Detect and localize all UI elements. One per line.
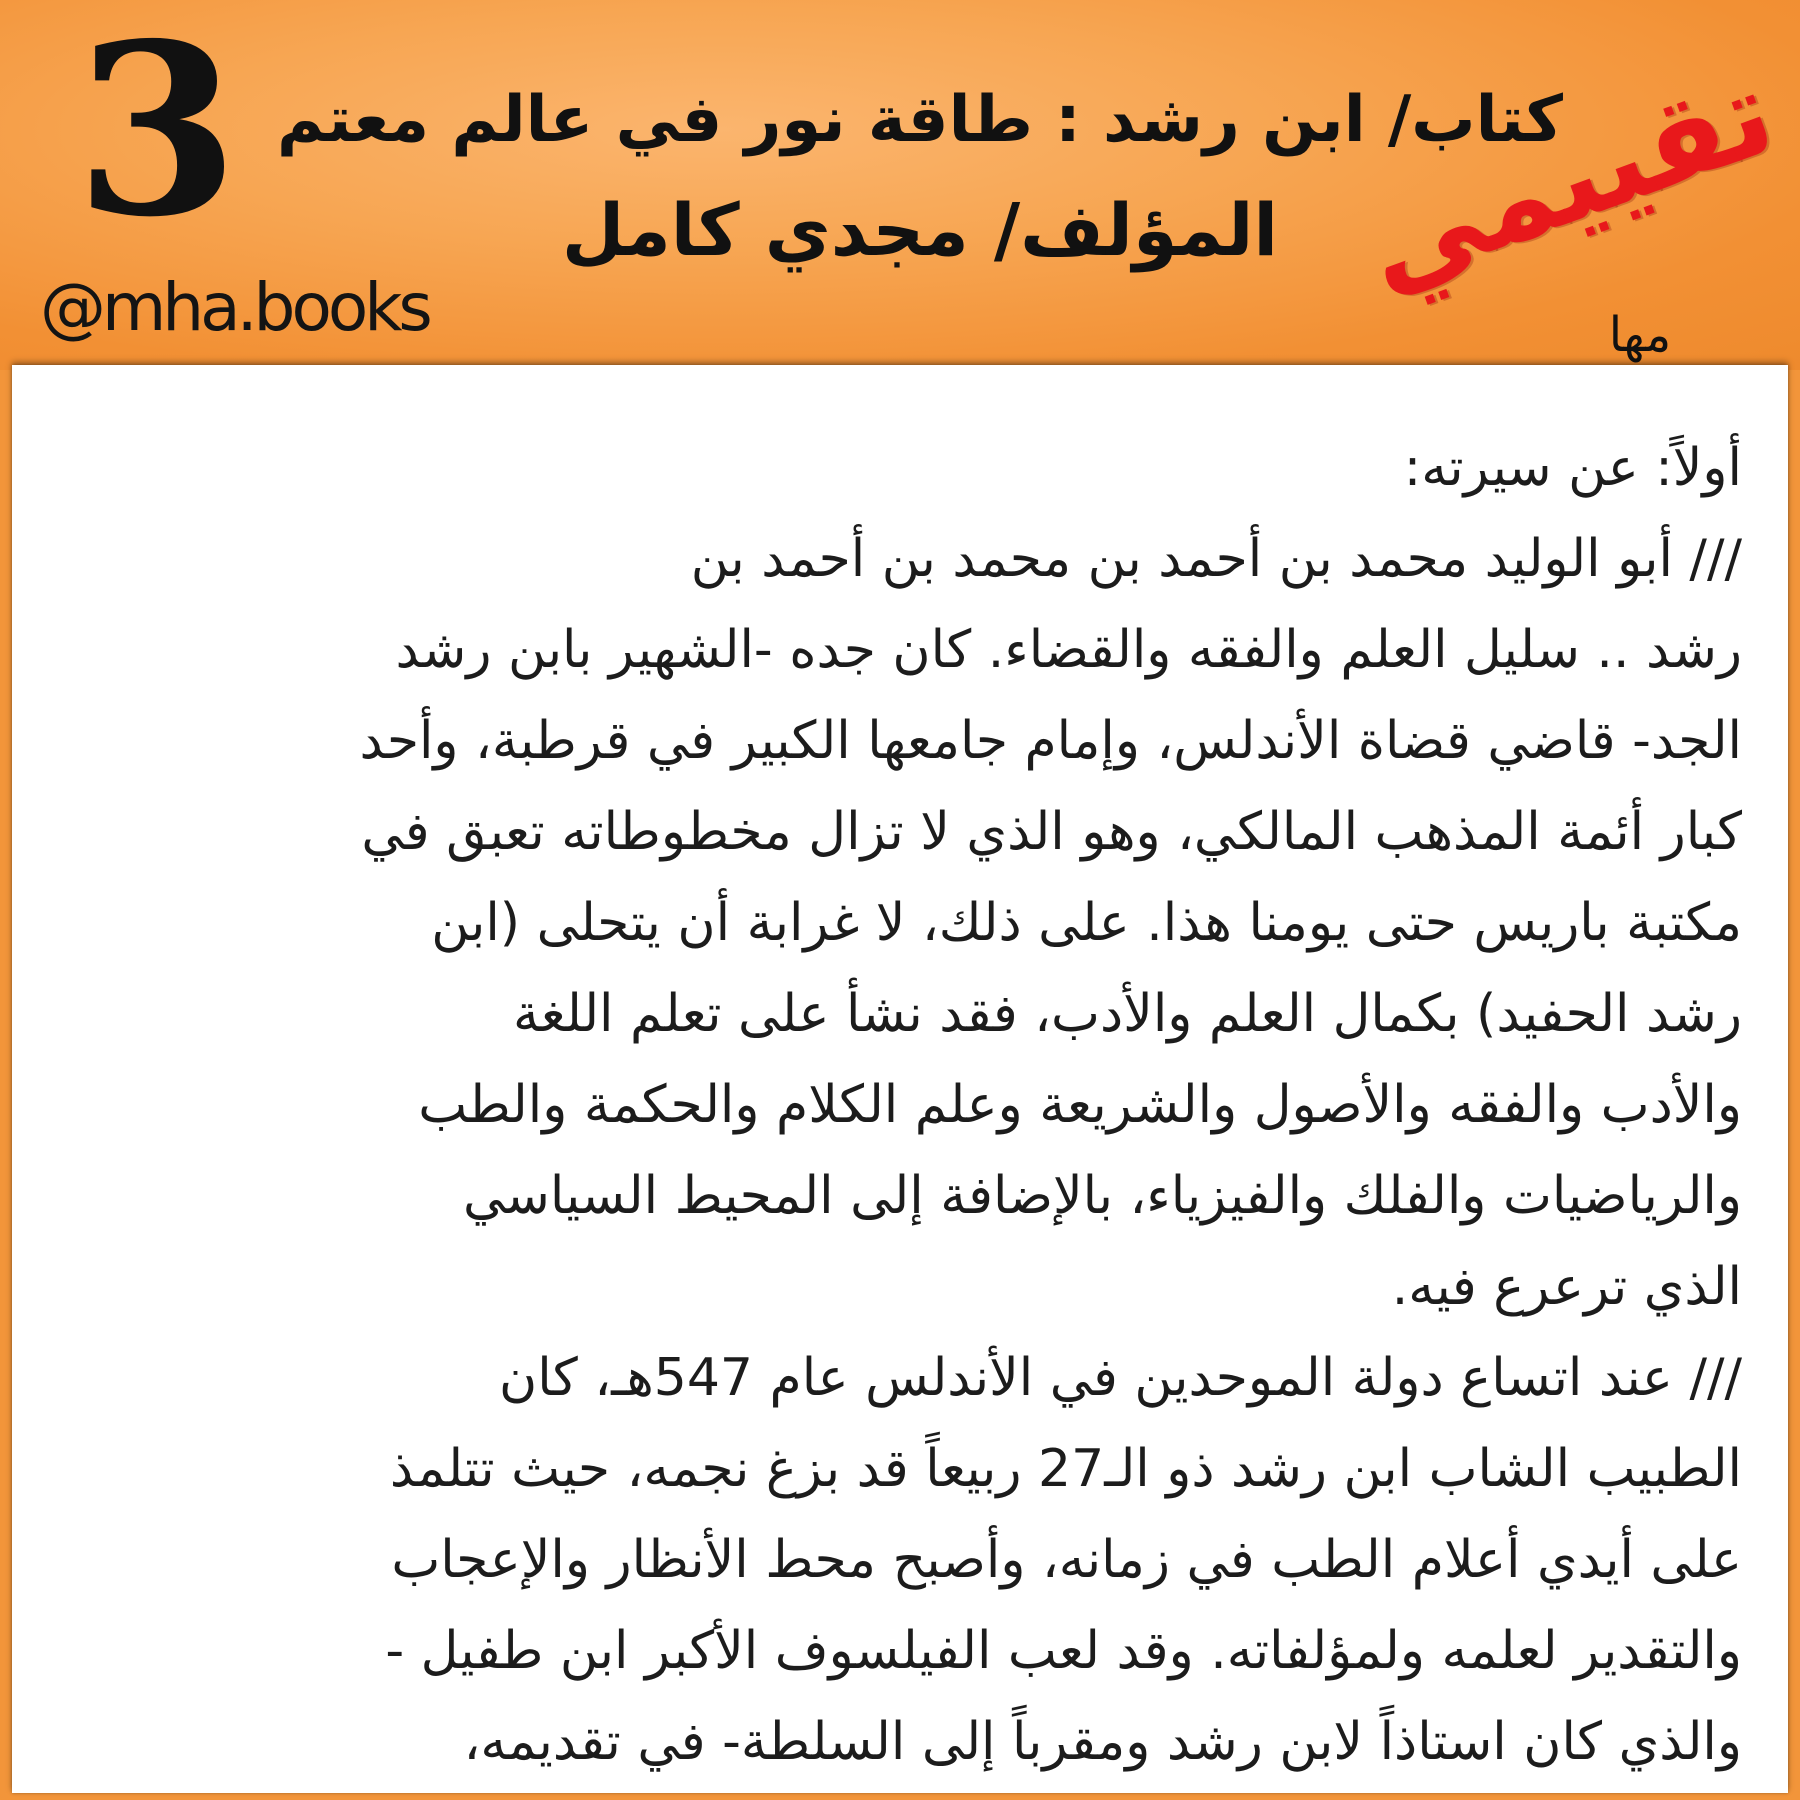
text-line: /// أبو الوليد محمد بن أحمد بن محمد بن أحمد بن xyxy=(690,529,1742,589)
text-line: كبار أئمة المذهب المالكي، وهو الذي لا تزال مخطوطاته تعبق في xyxy=(361,802,1742,862)
text-line: الجد- قاضي قضاة الأندلس، وإمام جامعها الكبير في قرطبة، وأحد xyxy=(359,711,1742,771)
text-line: والذي كان استاذاً لابن رشد ومقرباً إلى السلطة- في تقديمه، xyxy=(463,1712,1742,1772)
text-line: رشد .. سليل العلم والفقه والقضاء. كان جده -الشهير بابن رشد xyxy=(395,620,1742,680)
reviewer-name: مها xyxy=(1608,307,1672,363)
book-author: المؤلف/ مجدي كامل xyxy=(561,188,1279,272)
rating-label: تقييمي xyxy=(1345,42,1791,317)
text-line: الذي ترعرع فيه. xyxy=(1391,1257,1742,1317)
text-line: والتقدير لعلمه ولمؤلفاته. وقد لعب الفيلسوف الأكبر ابن طفيل - xyxy=(385,1621,1742,1681)
review-body xyxy=(72,423,1742,1788)
text-line: أولاً: عن سيرته: xyxy=(1403,438,1742,498)
text-line: مكتبة باريس حتى يومنا هذا. على ذلك، لا غرابة أن يتحلى (ابن xyxy=(431,893,1742,953)
review-text-card xyxy=(12,365,1788,1793)
text-line: /// عند اتساع دولة الموحدين في الأندلس عام 547هـ، كان xyxy=(499,1348,1742,1408)
text-line: رشد الحفيد) بكمال العلم والأدب، فقد نشأ على تعلم اللغة xyxy=(513,984,1742,1044)
account-handle: @mha.books xyxy=(40,269,429,346)
text-line: والأدب والفقه والأصول والشريعة وعلم الكلام والحكمة والطب xyxy=(418,1075,1742,1135)
text-line: الطبيب الشاب ابن رشد ذو الـ27 ربيعاً قد بزغ نجمه، حيث تتلمذ xyxy=(389,1439,1742,1499)
text-line: والرياضيات والفلك والفيزياء، بالإضافة إلى المحيط السياسي xyxy=(462,1166,1742,1226)
book-title: كتاب/ ابن رشد : طاقة نور في عالم معتم xyxy=(277,83,1563,157)
text-line: على أيدي أعلام الطب في زمانه، وأصبح محط الأنظار والإعجاب xyxy=(391,1530,1742,1590)
header-banner xyxy=(0,0,1800,370)
rating-number: 3 xyxy=(74,0,236,269)
